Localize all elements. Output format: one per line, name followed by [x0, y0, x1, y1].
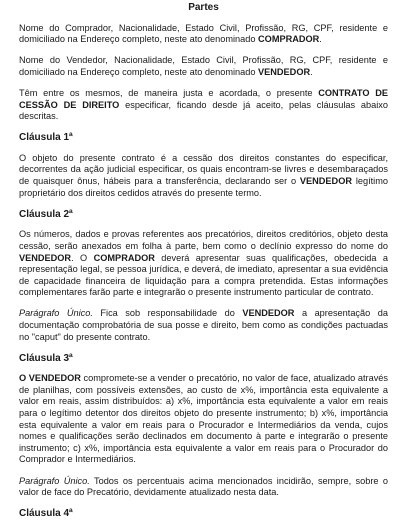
- buyer-term: COMPRADOR: [258, 34, 320, 45]
- clause-2-seller: VENDEDOR: [19, 252, 72, 263]
- clause-3-sole-paragraph: [19, 476, 388, 499]
- sole-paragraph-label: Parágrafo Único.: [19, 308, 93, 319]
- clause-3-heading: Cláusula 3ª: [19, 352, 73, 364]
- agreement-end: especificar, ficando desde já aceito, pelas cláusulas abaixo descritas.: [19, 99, 388, 122]
- sole-paragraph-text-1: Fica sob responsabilidade do: [92, 308, 243, 319]
- sole-paragraph-2-text: Todos os percentuais acima mencionados incidirão, sempre, sobre o valor de face do Precatório, devidamente atualizado nesta data.: [19, 475, 388, 498]
- clause-3-paragraph: [19, 373, 388, 466]
- sole-paragraph-text-2: a apresentação da documentação comprobatória de sua posse e direito, bem como as condições pactuadas no "caput" do presente contrato.: [19, 308, 388, 342]
- seller-paragraph: [19, 55, 388, 78]
- clause-2-heading: Cláusula 2ª: [19, 208, 73, 220]
- clause-1-end: legítimo proprietário dos direitos cedidos através do presente termo.: [19, 176, 388, 198]
- section-title: Partes: [188, 2, 219, 13]
- clause-1-heading: Cláusula 1ª: [19, 132, 73, 144]
- clause-2-text-2: . O: [71, 252, 94, 263]
- buyer-text: Nome do Comprador, Nacionalidade, Estado Civil, Profissão, RG, CPF, residente e domiciliado na Endereço completo, neste ato denominado: [19, 22, 388, 45]
- seller-text: Nome do Vendedor, Nacionalidade, Estado Civil, Profissão, RG, CPF, residente e domiciliado na Endereço completo, neste ato denominado: [19, 55, 388, 77]
- seller-term: VENDEDOR: [258, 66, 311, 77]
- clause-3-text: compromete-se a vender o precatório, no valor de face, atualizado através de planilhas, com possíveis extensões, ao custo de x%, importância esta equivalente a valor em reais, assim distribuídos: a) x%, importância esta equivalente a valor em reais para o legítimo detentor dos direitos objeto do presente instrumento; b) x%, importância esta equivalente a valor em reais para o Procurador e Intermediários da venda, cujos nomes e qualificações serão declinados em documento à parte e integrarão o presente instrumento; c) x%, importância esta equivalente a valor em reais para o Procurador do Comprador e Intermediários.: [19, 373, 388, 465]
- agreement-paragraph: [19, 88, 388, 123]
- clause-1-paragraph: [19, 153, 388, 199]
- buyer-end: .: [319, 34, 322, 45]
- agreement-text: Têm entre os mesmos, de maneira justa e acordada, o presente: [19, 87, 319, 98]
- clause-1-text: O objeto do presente contrato é a cessão dos direitos constantes do especificar, decorrentes da ação judicial especificar, os quais encontram-se livres e desembaraçados de quaisquer ônus, hábeis para a transferência, declarando ser o: [19, 152, 388, 187]
- sole-paragraph-2-label: Parágrafo Único.: [19, 475, 90, 486]
- buyer-paragraph: [19, 23, 388, 46]
- clause-2-paragraph: [19, 229, 388, 299]
- clause-4-heading: Cláusula 4ª: [19, 508, 73, 520]
- clause-1-seller: VENDEDOR: [299, 176, 352, 187]
- clause-3-seller: O VENDEDOR: [19, 373, 81, 384]
- clause-2-buyer: COMPRADOR: [93, 252, 155, 263]
- contract-name: CONTRATO DE CESSÃO DE DIREITO: [19, 87, 388, 110]
- clause-2-sole-paragraph: [19, 308, 388, 343]
- seller-end: .: [310, 66, 313, 77]
- sole-paragraph-seller: VENDEDOR: [242, 308, 295, 319]
- clause-2-text-3: deverá apresentar suas qualificações, obedecida a representação legal, se pessoa jurídica, e deverá, de imediato, apresentar a sua evidência de capacidade financeira de liquidação para a compra pretendida. Estas informações complementares farão parte e integrarão o presente instrumento particular de contrato.: [19, 252, 388, 298]
- clause-2-text-1: Os números, dados e provas referentes aos precatórios, direitos creditórios, objeto desta cessão, serão anexados em folha à parte, bem como o declínio expresso do nome do: [19, 229, 388, 251]
